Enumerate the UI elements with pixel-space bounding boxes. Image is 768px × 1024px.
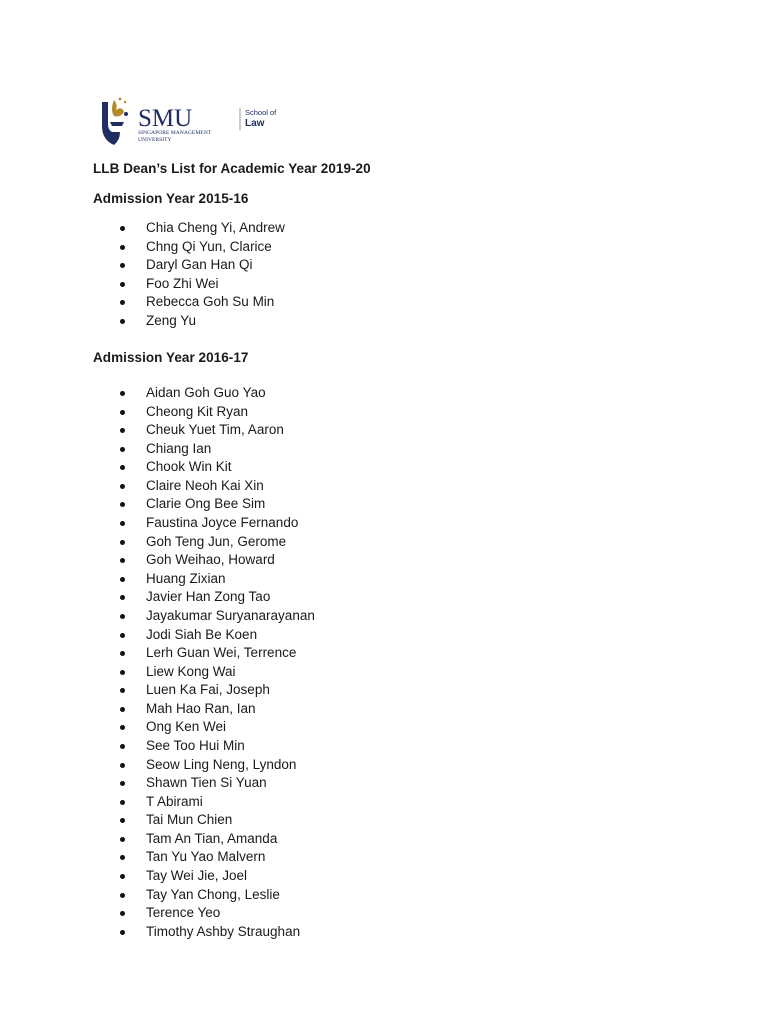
list-item [0,811,315,830]
bullet-icon [120,670,125,675]
section-heading-2016-17: Admission Year 2016-17 [93,350,249,365]
school-name-line2: Law [245,118,265,129]
student-name: Rebecca Goh Su Min [146,294,275,310]
bullet-icon [120,688,125,693]
bullet-icon [120,837,125,842]
list-item [0,700,315,719]
list-item [0,607,315,626]
student-name: Ong Ken Wei [146,719,227,735]
list-item [0,551,315,570]
bullet-icon [120,558,125,563]
bullet-icon [120,319,125,324]
list-item [0,275,285,294]
student-name: Claire Neoh Kai Xin [146,477,264,493]
bullet-icon [120,614,125,619]
list-item [0,495,315,514]
bullet-icon [120,800,125,805]
school-name-line1: School of [245,108,277,117]
list-item [0,533,315,552]
student-name: See Too Hui Min [146,737,245,753]
list-item [0,830,315,849]
student-name: Huang Zixian [146,570,226,586]
bullet-icon [120,633,125,638]
bullet-icon [120,874,125,879]
student-name: Chng Qi Yun, Clarice [146,238,272,254]
list-item [0,886,315,905]
student-name: Aidan Goh Guo Yao [146,385,266,400]
smu-logo-graphic [100,96,290,148]
list-item [0,477,315,496]
student-name: Tay Yan Chong, Leslie [146,886,280,902]
name-list-2015-16 [0,219,285,330]
student-name: Chiang Ian [146,440,212,456]
bullet-icon [120,911,125,916]
list-item [0,293,285,312]
bullet-icon [120,484,125,489]
list-item [0,793,315,812]
student-name: Daryl Gan Han Qi [146,257,253,273]
list-item [0,219,285,238]
list-item [0,570,315,589]
student-name: Chook Win Kit [146,459,232,475]
bullet-icon [120,391,125,396]
list-item [0,403,315,422]
bullet-icon [120,707,125,712]
university-name-line2: UNIVERSITY [138,137,172,143]
student-name: Jayakumar Suryanarayanan [146,607,315,623]
student-name: Luen Ka Fai, Joseph [146,682,270,698]
bullet-icon [120,245,125,250]
bullet-icon [120,930,125,935]
list-item [0,440,315,459]
bullet-icon [120,226,125,231]
list-item [0,458,315,477]
bullet-icon [120,577,125,582]
bullet-icon [120,282,125,287]
smu-wordmark: SMU [138,105,193,132]
list-item [0,421,315,440]
list-item [0,238,285,257]
list-item [0,384,315,403]
student-name: T Abirami [146,793,203,809]
bullet-icon [120,818,125,823]
student-name: Goh Weihao, Howard [146,552,275,568]
list-item [0,663,315,682]
bullet-icon [120,595,125,600]
student-name: Tam An Tian, Amanda [146,830,278,846]
list-item [0,681,315,700]
student-name: Terence Yeo [146,905,221,921]
bullet-icon [120,447,125,452]
list-item [0,718,315,737]
student-name: Clarie Ong Bee Sim [146,496,266,512]
name-list-2016-17 [0,384,315,941]
bullet-icon [120,465,125,470]
bullet-icon [120,651,125,656]
smu-school-of-law-logo [100,96,290,148]
list-item [0,626,315,645]
student-name: Javier Han Zong Tao [146,589,271,605]
bullet-icon [120,300,125,305]
student-name: Foo Zhi Wei [146,275,219,291]
student-name: Tan Yu Yao Malvern [146,849,266,865]
student-name: Cheuk Yuet Tim, Aaron [146,422,284,438]
student-name: Cheong Kit Ryan [146,403,249,419]
student-name: Tai Mun Chien [146,812,233,828]
bullet-icon [120,428,125,433]
list-item [0,588,315,607]
bullet-icon [120,725,125,730]
student-name: Tay Wei Jie, Joel [146,868,248,884]
student-name: Faustina Joyce Fernando [146,515,299,531]
student-name: Jodi Siah Be Koen [146,626,258,642]
university-name-line1: SINGAPORE MANAGEMENT [138,130,212,136]
student-name: Lerh Guan Wei, Terrence [146,645,297,661]
list-item [0,312,285,331]
bullet-icon [120,521,125,526]
student-name: Goh Teng Jun, Gerome [146,533,287,549]
section-heading-2015-16: Admission Year 2015-16 [93,191,249,206]
list-item [0,756,315,775]
bullet-icon [120,744,125,749]
list-item [0,904,315,923]
list-item [0,867,315,886]
bullet-icon [120,893,125,898]
document-title: LLB Dean’s List for Academic Year 2019-20 [93,161,371,176]
student-name: Chia Cheng Yi, Andrew [146,220,285,235]
bullet-icon [120,781,125,786]
bullet-icon [120,855,125,860]
bullet-icon [120,263,125,268]
bullet-icon [120,410,125,415]
student-name: Shawn Tien Si Yuan [146,775,267,791]
list-item [0,644,315,663]
list-item [0,514,315,533]
list-item [0,848,315,867]
list-item [0,923,315,942]
student-name: Timothy Ashby Straughan [146,923,301,939]
student-name: Mah Hao Ran, Ian [146,700,256,716]
bullet-icon [120,502,125,507]
student-name: Liew Kong Wai [146,663,236,679]
bullet-icon [120,763,125,768]
list-item [0,256,285,275]
student-name: Seow Ling Neng, Lyndon [146,756,297,772]
student-name: Zeng Yu [146,312,197,328]
list-item [0,774,315,793]
bullet-icon [120,540,125,545]
list-item [0,737,315,756]
